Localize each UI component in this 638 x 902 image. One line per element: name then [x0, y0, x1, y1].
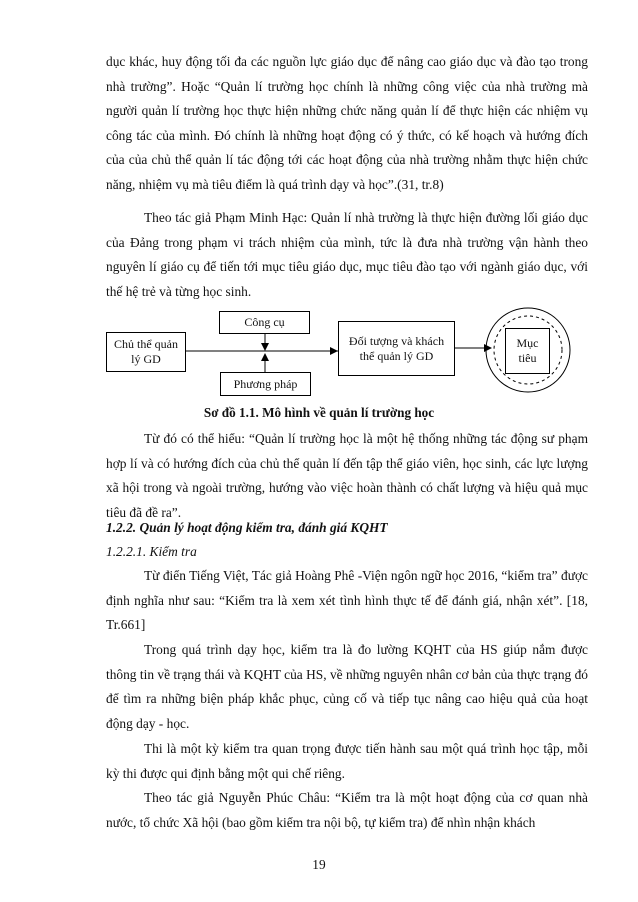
subject-label: Chủ thể quản lý GD: [114, 337, 178, 366]
paragraph-text: Từ điển Tiếng Việt, Tác giả Hoàng Phê -Viện ngôn ngữ học 2016, “kiểm tra” được định nghĩa như sau: “Kiểm tra là xem xét tình hình thực tế để đánh giá, nhận xét”. [18, Tr.661]: [106, 568, 588, 633]
subsection-heading: 1.2.2.1. Kiểm tra: [106, 544, 197, 559]
paragraph-text: Trong quá trình dạy học, kiểm tra là đo lường KQHT của HS giúp nắm được thông tin về trạng thái và KQHT của HS, về những nguyên nhân cơ bản của thực trạng đó để tìm ra những biện pháp khắc phục, củng cố và tiếp tục nâng cao hiệu quả của hoạt động dạy - học.: [106, 642, 588, 731]
tool-label: Công cụ: [244, 315, 285, 329]
goal-label: Mục tiêu: [516, 336, 539, 365]
method-label: Phương pháp: [233, 376, 298, 391]
section-heading: 1.2.2. Quản lý hoạt động kiểm tra, đánh giá KQHT: [106, 520, 388, 535]
object-box: [338, 321, 455, 376]
paragraph-text: Theo tác giả Nguyễn Phúc Châu: “Kiểm tra là một hoạt động của cơ quan nhà nước, tổ chức Xã hội (bao gồm kiểm tra nội bộ, tự kiểm tra) để nhìn nhận khách: [106, 790, 588, 830]
paragraph-7: [106, 786, 588, 835]
page-number: 19: [312, 857, 326, 872]
paragraph-text: Từ đó có thể hiểu: “Quản lí trường học là một hệ thống những tác động sư phạm hợp lí và có hướng đích của chủ thể quản lí đến tập thể giáo viên, học sinh, các lực lượng xã hội trong và ngoài trường, hướng vào việc hoàn thành có chất lượng và hiệu quả mục tiêu đã đề ra”.: [106, 431, 588, 520]
paragraph-text: dục khác, huy động tối đa các nguồn lực giáo dục để nâng cao giáo dục và đào tạo trong nhà trường”. Hoặc “Quản lí trường học chính là những công việc của nhà trường mà người quản lí trường học thực hiện những chức năng quản lí để thực hiện các nhiệm vụ công tác của mình. Đó chính là những hoạt động có ý thức, có kế hoạch và hướng đích của của chủ thể quản lí tác động tới các hoạt động của nhà trường nhằm thực hiện chức năng, nhiệm vụ mà tiêu điểm là quá trình dạy và học”.(31, tr.8): [106, 54, 588, 192]
diagram-caption: Sơ đồ 1.1. Mô hình về quản lí trường học: [203, 405, 435, 420]
paragraph-text: Theo tác giả Phạm Minh Hạc: Quản lí nhà trường là thực hiện đường lối giáo dục của Đảng trong phạm vi trách nhiệm của mình, tức là đưa nhà trường vận hành theo nguyên lí giáo cụ để tiến tới mục tiêu giáo dục, mục tiêu đào tạo với ngành giáo dục, với thế hệ trẻ và từng học sinh.: [106, 210, 588, 299]
subject-box: [106, 332, 186, 372]
object-label: Đối tượng và khách thể quản lý GD: [348, 333, 445, 363]
paragraph-4: [106, 564, 588, 638]
goal-box: [505, 328, 550, 374]
paragraph-3: [106, 427, 588, 525]
paragraph-5: [106, 638, 588, 736]
method-box: [220, 372, 311, 396]
paragraph-text: Thi là một kỳ kiểm tra quan trọng được tiến hành sau một quá trình học tập, mỗi kỳ thi được qui định bằng một qui chế riêng.: [106, 741, 588, 781]
tool-box: [219, 311, 310, 334]
paragraph-6: [106, 737, 588, 786]
